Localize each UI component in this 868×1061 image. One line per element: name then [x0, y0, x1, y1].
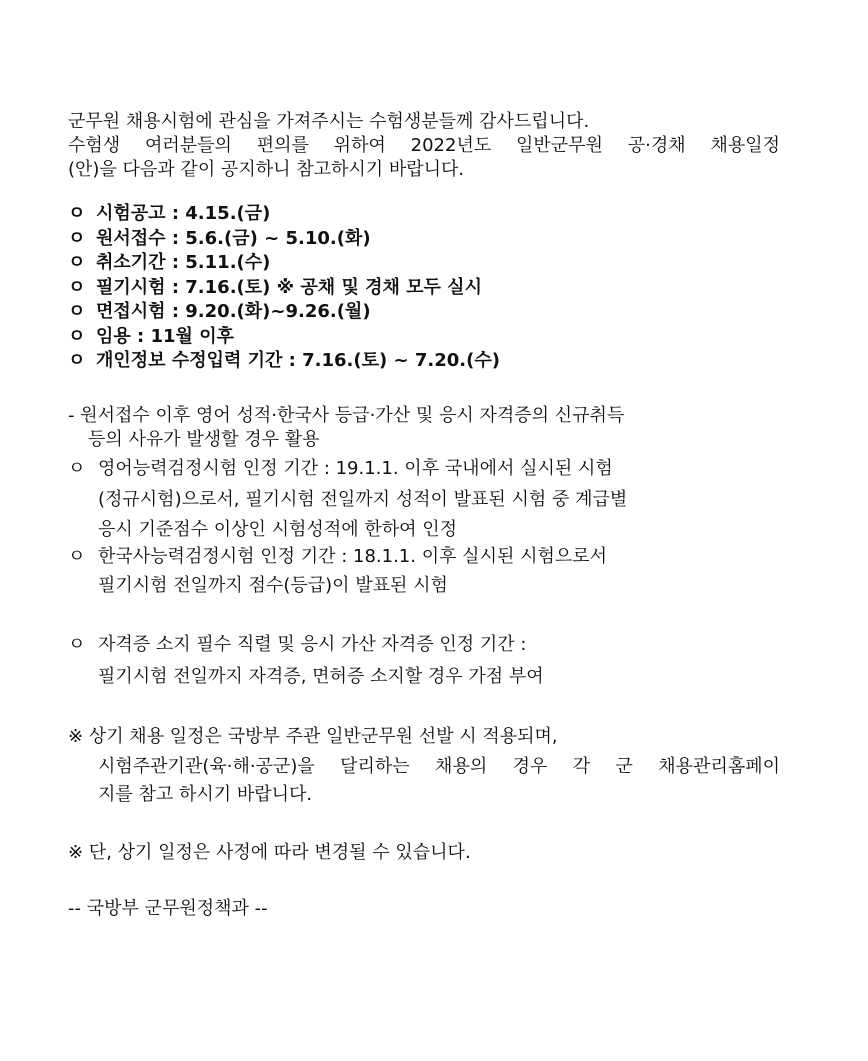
section-text: 자격증 소지 필수 직렬 및 응시 가산 자격증 인정 기간 :	[98, 633, 527, 655]
schedule-item-application	[68, 227, 780, 252]
remark-line: ※ 단, 상기 일정은 사정에 따라 변경될 수 있습니다.	[68, 841, 471, 863]
bullet-marker: ㅇ	[68, 545, 86, 567]
schedule-item-personal-info	[68, 349, 780, 374]
section-line: 필기시험 전일까지 점수(등급)이 발표된 시험	[98, 574, 448, 596]
english-test-section	[68, 452, 780, 545]
remark-line: 시험주관기관(육·해·공군)을 달리하는 채용의 경우 각 군 채용관리홈페이	[98, 755, 780, 777]
schedule-item-text: 취소기간 : 5.11.(수)	[96, 252, 271, 273]
section-line: 필기시험 전일까지 자격증, 면허증 소지할 경우 가점 부여	[98, 665, 544, 687]
usage-note	[68, 404, 780, 452]
korean-history-section	[68, 545, 780, 603]
schedule-item-text: 개인정보 수정입력 기간 : 7.16.(토) ~ 7.20.(수)	[96, 350, 500, 371]
remark-line: 지를 참고 하시기 바랍니다.	[98, 783, 313, 805]
bullet-marker: ㅇ	[68, 350, 86, 371]
schedule-list	[68, 202, 780, 374]
section-text: 한국사능력검정시험 인정 기간 : 18.1.1. 이후 실시된 시험으로서	[98, 545, 608, 567]
signature	[68, 897, 780, 921]
remark-line: ※ 상기 채용 일정은 국방부 주관 일반군무원 선발 시 적용되며,	[68, 725, 558, 747]
schedule-item-text: 면접시험 : 9.20.(화)~9.26.(월)	[96, 301, 371, 322]
schedule-item-text: 시험공고 : 4.15.(금)	[96, 203, 271, 224]
bullet-marker: ㅇ	[68, 301, 86, 322]
schedule-item-text: 필기시험 : 7.16.(토) ※ 공채 및 경채 모두 실시	[96, 276, 482, 298]
bullet-marker: ㅇ	[68, 276, 86, 298]
remark-schedule-scope	[68, 721, 780, 809]
section-line	[68, 545, 780, 569]
section-text: 영어능력검정시험 인정 기간 : 19.1.1. 이후 국내에서 실시된 시험	[98, 457, 613, 479]
schedule-item-written-exam	[68, 276, 780, 301]
section-line: 응시 기준점수 이상인 시험성적에 한하여 인정	[98, 518, 457, 540]
intro-line: (안)을 다음과 같이 공지하니 참고하시기 바랍니다.	[68, 159, 465, 180]
intro-paragraph	[68, 110, 780, 182]
schedule-item-interview	[68, 300, 780, 325]
bullet-marker: ㅇ	[68, 252, 86, 273]
schedule-item-text: 원서접수 : 5.6.(금) ~ 5.10.(화)	[96, 227, 371, 249]
bullet-marker: ㅇ	[68, 633, 86, 655]
note-line: - 원서접수 이후 영어 성적·한국사 등급·가산 및 응시 자격증의 신규취득	[68, 404, 625, 426]
bullet-marker: ㅇ	[68, 203, 86, 224]
schedule-item-text: 임용 : 11월 이후	[96, 325, 234, 347]
signature-line: -- 국방부 군무원정책과 --	[68, 897, 268, 919]
note-line: 등의 사유가 발생할 경우 활용	[88, 428, 320, 450]
intro-line: 군무원 채용시험에 관심을 가져주시는 수험생분들께 감사드립니다.	[68, 111, 590, 132]
schedule-item-announcement	[68, 202, 780, 227]
bullet-marker: ㅇ	[68, 227, 86, 249]
remark-change-notice	[68, 841, 780, 865]
section-line: (정규시험)으로서, 필기시험 전일까지 성적이 발표된 시험 중 계급별	[98, 488, 628, 510]
notice-document	[68, 110, 780, 921]
section-line	[68, 629, 780, 661]
schedule-item-cancellation	[68, 251, 780, 276]
bullet-marker: ㅇ	[68, 457, 86, 479]
section-line	[68, 452, 780, 485]
intro-line: 수험생 여러분들의 편의를 위하여 2022년도 일반군무원 공·경채 채용일정	[68, 135, 780, 156]
certificate-section	[68, 629, 780, 693]
schedule-item-appointment	[68, 325, 780, 350]
bullet-marker: ㅇ	[68, 325, 86, 347]
